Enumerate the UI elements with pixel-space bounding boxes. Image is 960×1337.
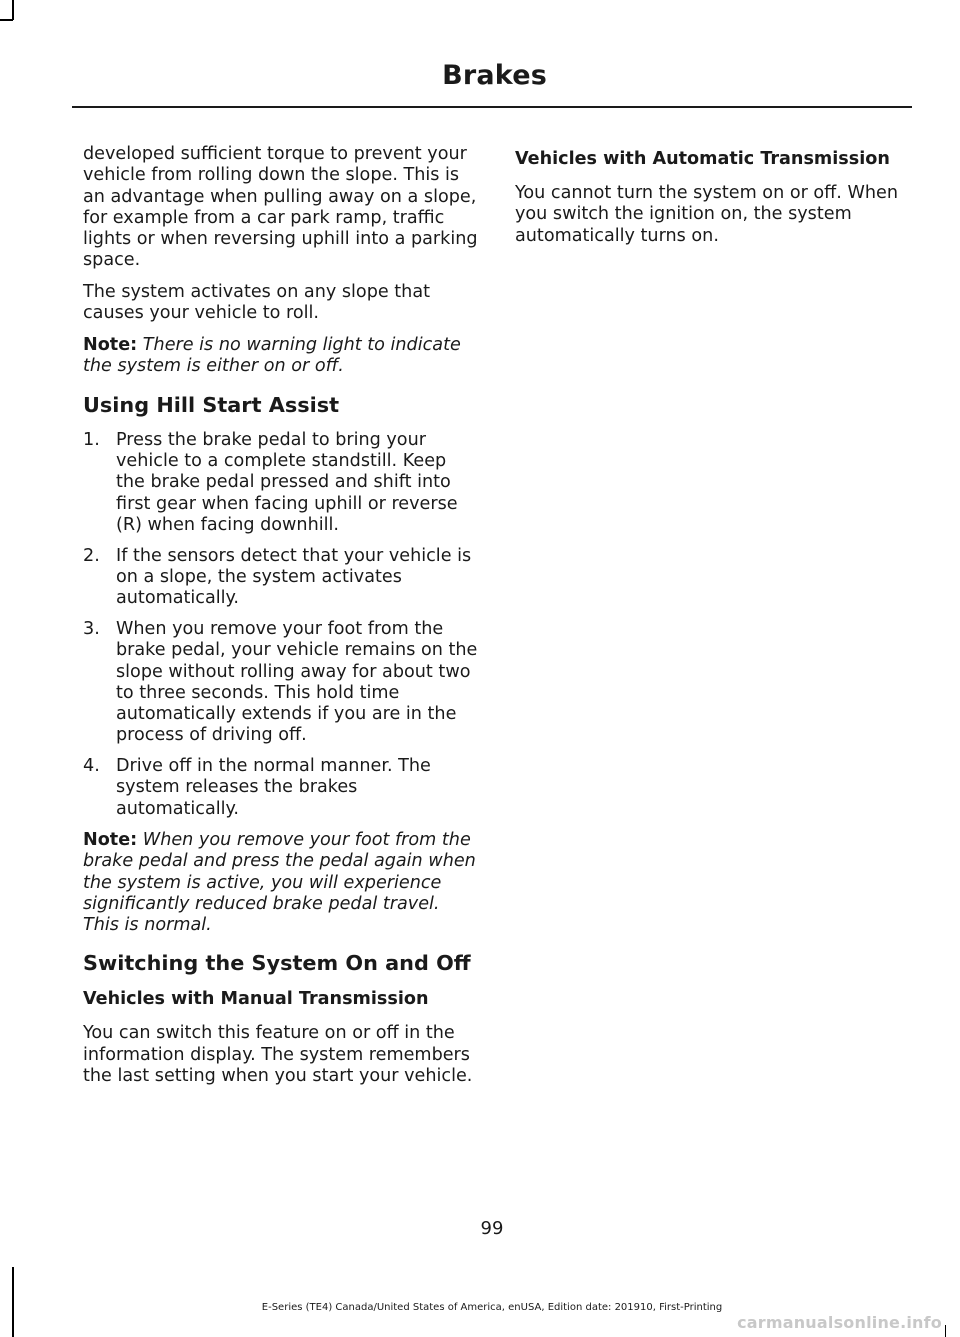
switching-system-heading: Switching the System On and Off <box>83 951 471 976</box>
list-item <box>83 430 478 536</box>
page-number: 99 <box>480 1218 504 1239</box>
intro-paragraph: developed sufficient torque to prevent your vehicle from rolling down the slope. This is an advantage when pulling away on a slope, for example from a car park ramp, traffic lights or when reversing uphill into a parking space. <box>83 144 478 271</box>
step-number: 2. <box>83 545 100 566</box>
manual-transmission-paragraph: You can switch this feature on or off in the information display. The system remembers the last setting when you start your vehicle. <box>83 1023 473 1087</box>
step-text: Drive off in the normal manner. The system releases the brakes automatically. <box>116 756 431 819</box>
crop-mark-top-left-horizontal <box>0 19 13 21</box>
steps-list <box>83 430 478 820</box>
crop-mark-bottom-right <box>945 1325 947 1337</box>
step-text: Press the brake pedal to bring your vehicle to a complete standstill. Keep the brake pedal pressed and shift into first gear when facing uphill or reverse (R) when facing downhill. <box>116 429 458 535</box>
edition-footer: E-Series (TE4) Canada/United States of America, enUSA, Edition date: 201910, First-Printing <box>261 1302 723 1313</box>
list-item <box>83 756 478 820</box>
note-no-warning-light <box>83 335 478 378</box>
section-title: Brakes <box>442 60 547 91</box>
note-label: Note: <box>83 335 138 356</box>
note-label: Note: <box>83 829 138 850</box>
header-divider <box>72 106 912 108</box>
list-item <box>83 619 478 747</box>
note-text: There is no warning light to indicate the system is either on or off. <box>83 335 461 377</box>
automatic-transmission-paragraph: You cannot turn the system on or off. When you switch the ignition on, the system automatically turns on. <box>515 183 898 246</box>
crop-mark-top-left-vertical <box>12 0 14 20</box>
step-text: When you remove your foot from the brake pedal, your vehicle remains on the slope without rolling away for about two to three seconds. This hold time automatically extends if you are in the process of driving off. <box>116 618 478 746</box>
step-text: If the sensors detect that your vehicle is on a slope, the system activates automatically. <box>116 545 472 609</box>
automatic-transmission-heading: Vehicles with Automatic Transmission <box>515 149 890 169</box>
left-column <box>83 144 478 1098</box>
manual-transmission-heading: Vehicles with Manual Transmission <box>83 989 429 1010</box>
step-number: 3. <box>83 618 100 639</box>
right-column <box>515 144 915 257</box>
watermark-text: carmanualsonline.info <box>737 1313 942 1332</box>
note-text: When you remove your foot from the brake pedal and press the pedal again when the system is active, you will experience significantly reduced brake pedal travel. This is normal. <box>83 829 476 936</box>
step-number: 4. <box>83 756 100 777</box>
step-number: 1. <box>83 429 100 450</box>
note-reduced-pedal-travel <box>83 830 478 936</box>
list-item <box>83 546 478 610</box>
activation-paragraph: The system activates on any slope that causes your vehicle to roll. <box>83 282 431 324</box>
using-hill-start-assist-heading: Using Hill Start Assist <box>83 392 340 417</box>
